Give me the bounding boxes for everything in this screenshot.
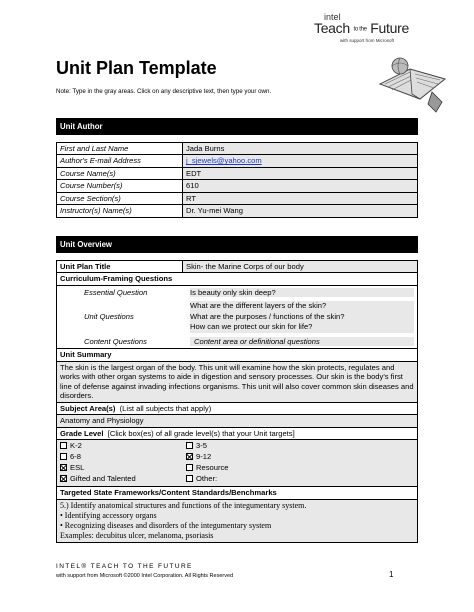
- author-row-course-section: [57, 192, 418, 204]
- unit-title-row: [57, 261, 418, 273]
- unit-author-header: Unit Author: [57, 119, 418, 135]
- grade-level-label: Grade Level: [60, 428, 104, 438]
- grade-resource-label: Resource: [196, 463, 229, 473]
- subject-area-field[interactable]: Anatomy and Physiology: [57, 415, 418, 427]
- book-globe-icon: [370, 44, 450, 114]
- grade-k2-label: K-2: [70, 441, 82, 451]
- standards-field[interactable]: [57, 499, 418, 542]
- grade-9-12-label: 9-12: [196, 452, 212, 462]
- course-section-field[interactable]: RT: [183, 192, 418, 204]
- essential-question-row: [57, 286, 417, 299]
- grade-option-9-12[interactable]: [186, 452, 414, 463]
- checkbox-gifted[interactable]: [60, 475, 67, 482]
- course-name-label: Course Name(s): [57, 167, 183, 179]
- unit-overview-header: Unit Overview: [57, 237, 418, 253]
- subject-area-label: Subject Area(s): [60, 403, 116, 413]
- unit-questions-field[interactable]: [190, 301, 414, 333]
- author-row-course-number: [57, 180, 418, 192]
- content-questions-label: Content Questions: [84, 336, 147, 346]
- grade-option-6-8[interactable]: [60, 452, 186, 463]
- standard-line-1: 5.) Identify anatomical structures and functions of the integumentary system.: [60, 500, 307, 510]
- grades-right-column: [186, 441, 414, 485]
- content-questions-row: [57, 335, 417, 348]
- logo-teach-word: Teach: [314, 20, 350, 36]
- course-section-label: Course Section(s): [57, 192, 183, 204]
- grade-level-hint: [Click box(es) of all grade level(s) that your Unit targets]: [107, 428, 295, 438]
- author-email-label: Author's E-mail Address: [57, 155, 183, 167]
- grade-gifted-label: Gifted and Talented: [70, 474, 136, 484]
- checkbox-esl[interactable]: [60, 464, 67, 471]
- cfq-block: [57, 285, 418, 348]
- content-questions-field[interactable]: Content area or definitional questions: [190, 337, 414, 346]
- grades-left-column: [60, 441, 186, 485]
- unit-summary-field[interactable]: The skin is the largest organ of the body. This unit will examine how the skin protects, regulates and works with other organ systems to aide in digestion and sensory processes. Our skin is the body's first line of defense against invading infections organisms. This unit will also cover common skin diseases and disorders.: [57, 361, 418, 402]
- footer-copyright: with support from Microsoft ©2000 Intel Corporation. All Rights Reserved: [56, 573, 234, 579]
- instructor-field[interactable]: Dr. Yu-mei Wang: [183, 205, 418, 217]
- grade-6-8-label: 6-8: [70, 452, 81, 462]
- essential-question-field[interactable]: Is beauty only skin deep?: [190, 288, 414, 297]
- standard-line-4: Examples: decubitus ulcer, melanoma, psoriasis: [60, 530, 214, 540]
- author-row-course-name: [57, 167, 418, 179]
- unit-questions-row: [57, 299, 417, 335]
- checkbox-9-12[interactable]: [186, 453, 193, 460]
- author-name-label: First and Last Name: [57, 143, 183, 155]
- author-row-name: [57, 143, 418, 155]
- grade-option-esl[interactable]: [60, 463, 186, 474]
- grade-option-resource[interactable]: [186, 463, 414, 474]
- logo-tothe: to the: [353, 26, 367, 33]
- unit-overview-table: [56, 236, 418, 543]
- grade-other-label: Other:: [196, 474, 218, 484]
- author-row-instructor: [57, 205, 418, 217]
- checkbox-k2[interactable]: [60, 442, 67, 449]
- unit-questions-label: Unit Questions: [84, 312, 134, 322]
- checkbox-other[interactable]: [186, 475, 193, 482]
- unit-title-label: Unit Plan Title: [57, 261, 183, 273]
- instructor-label: Instructor(s) Name(s): [57, 205, 183, 217]
- standards-header: Targeted State Frameworks/Content Standards/Benchmarks: [57, 487, 418, 499]
- author-name-field[interactable]: Jada Burns: [183, 143, 418, 155]
- course-name-field[interactable]: EDT: [183, 167, 418, 179]
- grade-option-k2[interactable]: [60, 441, 186, 452]
- unit-question-2: What are the purposes / functions of the skin?: [190, 311, 345, 321]
- standard-line-3: • Recognizing diseases and disorders of the integumentary system: [60, 520, 272, 530]
- grade-3-5-label: 3-5: [196, 441, 207, 451]
- unit-question-3: How can we protect our skin for life?: [190, 322, 313, 332]
- checkbox-6-8[interactable]: [60, 453, 67, 460]
- page-title: Unit Plan Template: [56, 58, 217, 78]
- subject-area-hint: (List all subjects that apply): [119, 403, 212, 413]
- unit-title-field[interactable]: Skin- the Marine Corps of our body: [183, 261, 418, 273]
- logo-future-word: Future: [370, 20, 409, 36]
- grade-option-other[interactable]: [186, 474, 414, 485]
- footer-brand: INTEL® TEACH TO THE FUTURE: [56, 563, 193, 570]
- grade-level-options: [57, 440, 418, 487]
- grade-option-3-5[interactable]: [186, 441, 414, 452]
- course-number-field[interactable]: 610: [183, 180, 418, 192]
- author-row-email: [57, 155, 418, 167]
- unit-question-1: What are the different layers of the skin?: [190, 301, 327, 311]
- cfq-header: Curriculum-Framing Questions: [57, 273, 418, 285]
- logo-subtitle: with support from Microsoft: [340, 38, 395, 43]
- unit-summary-header: Unit Summary: [57, 349, 418, 361]
- course-number-label: Course Number(s): [57, 180, 183, 192]
- logo-intel-text: intel: [324, 12, 341, 22]
- intel-teach-logo: [300, 12, 460, 112]
- grade-option-gifted[interactable]: [60, 474, 186, 485]
- page-number: 1: [389, 570, 394, 579]
- grade-esl-label: ESL: [70, 463, 85, 473]
- instruction-note: Note: Type in the gray areas. Click on any descriptive text, then type your own.: [56, 88, 272, 95]
- subject-area-header: [57, 402, 418, 414]
- author-email-cell: [183, 155, 418, 167]
- grade-level-header: [57, 427, 418, 439]
- checkbox-resource[interactable]: [186, 464, 193, 471]
- unit-author-table: [56, 118, 418, 218]
- standard-line-2: • Identifying accessory organs: [60, 510, 157, 520]
- author-email-link[interactable]: j_sjewels@yahoo.com: [186, 156, 262, 166]
- checkbox-3-5[interactable]: [186, 442, 193, 449]
- logo-teach-text: [314, 20, 409, 36]
- essential-question-label: Essential Question: [84, 287, 148, 297]
